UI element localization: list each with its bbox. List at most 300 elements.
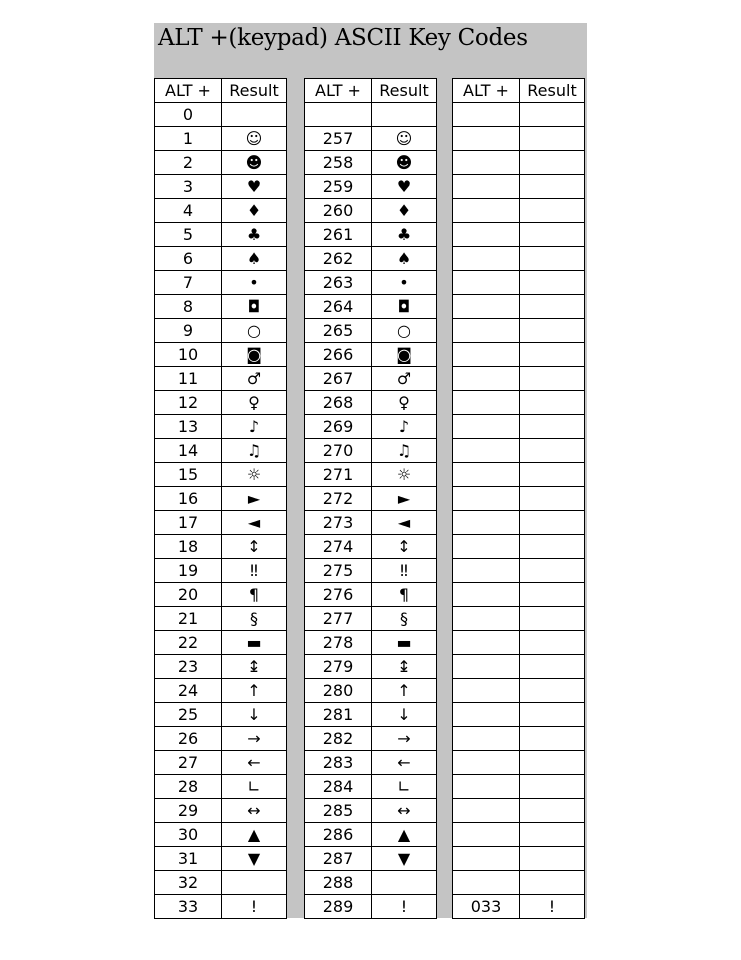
table-row (305, 655, 437, 679)
table-row (305, 175, 437, 199)
result-glyph-cell: ♫ (222, 439, 287, 463)
result-glyph-cell (520, 223, 585, 247)
result-glyph-cell: ♣ (372, 223, 437, 247)
alt-code-cell: 14 (155, 439, 222, 463)
table-row (453, 439, 585, 463)
result-glyph-cell (372, 103, 437, 127)
alt-code-cell: 265 (305, 319, 372, 343)
table-row (453, 775, 585, 799)
table-row (155, 823, 287, 847)
table-row (305, 631, 437, 655)
result-glyph-cell: ♫ (372, 439, 437, 463)
table-row (155, 799, 287, 823)
table-row (305, 295, 437, 319)
alt-code-cell (453, 823, 520, 847)
table-row (155, 631, 287, 655)
table-row (155, 463, 287, 487)
table-row (155, 847, 287, 871)
alt-code-cell: 18 (155, 535, 222, 559)
result-glyph-cell: ♀ (222, 391, 287, 415)
table-row (155, 895, 287, 919)
result-glyph-cell: ♠ (222, 247, 287, 271)
alt-code-cell: 22 (155, 631, 222, 655)
result-glyph-cell: ↑ (372, 679, 437, 703)
result-glyph-cell (520, 607, 585, 631)
result-glyph-cell (520, 439, 585, 463)
alt-code-cell: 257 (305, 127, 372, 151)
alt-code-cell: 283 (305, 751, 372, 775)
result-glyph-cell (520, 463, 585, 487)
alt-code-cell: 20 (155, 583, 222, 607)
table-row (305, 223, 437, 247)
table-row (453, 247, 585, 271)
alt-code-cell: 273 (305, 511, 372, 535)
alt-code-cell: 21 (155, 607, 222, 631)
table-row (305, 535, 437, 559)
table-row (453, 727, 585, 751)
alt-code-cell (453, 271, 520, 295)
result-glyph-cell: ♦ (372, 199, 437, 223)
result-glyph-cell: ↓ (372, 703, 437, 727)
table-row (305, 367, 437, 391)
alt-code-cell: 263 (305, 271, 372, 295)
alt-code-cell (453, 223, 520, 247)
table-row (155, 535, 287, 559)
table-row (453, 199, 585, 223)
result-glyph-cell: ♀ (372, 391, 437, 415)
result-glyph-cell (520, 847, 585, 871)
alt-code-cell (453, 559, 520, 583)
alt-code-cell (453, 871, 520, 895)
result-glyph-cell (520, 727, 585, 751)
alt-code-cell: 33 (155, 895, 222, 919)
alt-code-cell: 32 (155, 871, 222, 895)
alt-code-cell: 23 (155, 655, 222, 679)
result-glyph-cell: ♂ (222, 367, 287, 391)
alt-code-cell: 8 (155, 295, 222, 319)
table-row (305, 559, 437, 583)
result-glyph-cell: ↑ (222, 679, 287, 703)
table-row (155, 655, 287, 679)
alt-code-cell: 1 (155, 127, 222, 151)
alt-code-cell: 0 (155, 103, 222, 127)
alt-code-cell (453, 391, 520, 415)
result-glyph-cell: ☼ (372, 463, 437, 487)
alt-code-cell: 264 (305, 295, 372, 319)
result-glyph-cell (520, 127, 585, 151)
result-glyph-cell: ♥ (372, 175, 437, 199)
alt-code-cell: 2 (155, 151, 222, 175)
alt-code-cell (453, 463, 520, 487)
table-row (305, 775, 437, 799)
alt-code-cell: 033 (453, 895, 520, 919)
alt-code-cell: 6 (155, 247, 222, 271)
alt-code-cell: 286 (305, 823, 372, 847)
table-row (155, 871, 287, 895)
table-row (453, 343, 585, 367)
alt-code-cell: 10 (155, 343, 222, 367)
table-row (453, 271, 585, 295)
alt-code-cell: 268 (305, 391, 372, 415)
result-glyph-cell (520, 511, 585, 535)
alt-code-cell (453, 703, 520, 727)
table-row (305, 703, 437, 727)
table-row (453, 799, 585, 823)
alt-code-cell (453, 415, 520, 439)
table-row (155, 751, 287, 775)
result-glyph-cell: ☺ (372, 127, 437, 151)
result-glyph-cell: ◘ (372, 295, 437, 319)
alt-code-cell: 266 (305, 343, 372, 367)
result-column-header: Result (372, 79, 437, 103)
alt-code-cell: 19 (155, 559, 222, 583)
alt-code-cell: 267 (305, 367, 372, 391)
table-row (305, 871, 437, 895)
result-glyph-cell: ¶ (222, 583, 287, 607)
result-glyph-cell: ◄ (372, 511, 437, 535)
result-glyph-cell: ♪ (372, 415, 437, 439)
result-glyph-cell: ‼ (222, 559, 287, 583)
alt-code-cell: 16 (155, 487, 222, 511)
table-row (305, 127, 437, 151)
result-glyph-cell (520, 631, 585, 655)
result-glyph-cell (520, 535, 585, 559)
alt-code-cell: 9 (155, 319, 222, 343)
alt-code-cell: 260 (305, 199, 372, 223)
alt-code-cell (453, 247, 520, 271)
table-row (155, 199, 287, 223)
alt-code-cell: 25 (155, 703, 222, 727)
table-row (155, 391, 287, 415)
table-row (155, 175, 287, 199)
result-glyph-cell: ▼ (372, 847, 437, 871)
result-glyph-cell: ◙ (372, 343, 437, 367)
alt-code-cell (453, 343, 520, 367)
result-glyph-cell: ♥ (222, 175, 287, 199)
alt-code-cell (453, 439, 520, 463)
alt-code-cell (453, 367, 520, 391)
table-row (155, 127, 287, 151)
table-row (305, 799, 437, 823)
alt-code-cell: 12 (155, 391, 222, 415)
result-glyph-cell (520, 415, 585, 439)
alt-code-cell: 29 (155, 799, 222, 823)
result-glyph-cell: ◄ (222, 511, 287, 535)
table-row (453, 487, 585, 511)
table-row (453, 631, 585, 655)
result-glyph-cell (520, 679, 585, 703)
result-glyph-cell (222, 103, 287, 127)
alt-code-cell: 31 (155, 847, 222, 871)
table-row (453, 895, 585, 919)
table-row (453, 319, 585, 343)
result-glyph-cell: ♣ (222, 223, 287, 247)
result-glyph-cell: → (372, 727, 437, 751)
table-row (453, 655, 585, 679)
table-row (453, 559, 585, 583)
code-table-2 (304, 78, 437, 919)
table-header-row (305, 79, 437, 103)
table-row (305, 391, 437, 415)
alt-code-cell: 258 (305, 151, 372, 175)
alt-code-cell: 261 (305, 223, 372, 247)
table-row (155, 607, 287, 631)
result-glyph-cell (520, 871, 585, 895)
table-row (305, 751, 437, 775)
table-row (155, 319, 287, 343)
table-row (155, 343, 287, 367)
result-glyph-cell (520, 823, 585, 847)
table-row (305, 679, 437, 703)
table-row (453, 703, 585, 727)
table-row (155, 727, 287, 751)
result-glyph-cell: ! (222, 895, 287, 919)
result-glyph-cell: ↔ (222, 799, 287, 823)
table-row (453, 391, 585, 415)
table-row (453, 151, 585, 175)
result-glyph-cell: ♠ (372, 247, 437, 271)
table-row (155, 703, 287, 727)
page-title: ALT +(keypad) ASCII Key Codes (158, 25, 528, 51)
table-row (155, 511, 287, 535)
alt-code-cell (453, 511, 520, 535)
result-glyph-cell: ↨ (372, 655, 437, 679)
result-glyph-cell (520, 655, 585, 679)
alt-column-header: ALT + (305, 79, 372, 103)
alt-code-cell: 3 (155, 175, 222, 199)
code-table-3 (452, 78, 585, 919)
table-row (453, 847, 585, 871)
result-glyph-cell (520, 199, 585, 223)
table-row (453, 103, 585, 127)
result-glyph-cell: ← (222, 751, 287, 775)
table-row (305, 199, 437, 223)
table-row (305, 103, 437, 127)
result-glyph-cell: ¶ (372, 583, 437, 607)
result-glyph-cell: ☻ (372, 151, 437, 175)
alt-code-cell: 30 (155, 823, 222, 847)
alt-code-cell: 276 (305, 583, 372, 607)
table-row (305, 583, 437, 607)
result-glyph-cell (222, 871, 287, 895)
table-row (155, 439, 287, 463)
alt-code-cell (453, 175, 520, 199)
table-header-row (453, 79, 585, 103)
result-glyph-cell: ♂ (372, 367, 437, 391)
alt-code-cell: 279 (305, 655, 372, 679)
result-glyph-cell (520, 391, 585, 415)
alt-code-cell (453, 631, 520, 655)
table-row (155, 247, 287, 271)
code-table-1 (154, 78, 287, 919)
alt-code-cell (453, 535, 520, 559)
result-glyph-cell: ♪ (222, 415, 287, 439)
alt-code-cell (453, 751, 520, 775)
alt-code-cell: 26 (155, 727, 222, 751)
table-row (305, 823, 437, 847)
result-glyph-cell: → (222, 727, 287, 751)
table-row (155, 295, 287, 319)
key-code-sheet (154, 23, 587, 918)
table-header-row (155, 79, 287, 103)
result-glyph-cell: ↨ (222, 655, 287, 679)
alt-code-cell (453, 127, 520, 151)
alt-code-cell: 289 (305, 895, 372, 919)
alt-code-cell (453, 487, 520, 511)
table-row (305, 487, 437, 511)
table-row (155, 151, 287, 175)
result-glyph-cell: ↕ (222, 535, 287, 559)
result-glyph-cell: ▬ (222, 631, 287, 655)
table-row (453, 367, 585, 391)
table-row (453, 463, 585, 487)
alt-code-cell: 281 (305, 703, 372, 727)
result-glyph-cell: ↔ (372, 799, 437, 823)
alt-code-cell (453, 679, 520, 703)
alt-code-cell (453, 799, 520, 823)
alt-code-cell: 7 (155, 271, 222, 295)
result-glyph-cell: ▼ (222, 847, 287, 871)
result-glyph-cell (520, 583, 585, 607)
result-glyph-cell: ∟ (372, 775, 437, 799)
result-column-header: Result (222, 79, 287, 103)
result-column-header: Result (520, 79, 585, 103)
table-row (453, 751, 585, 775)
result-glyph-cell (520, 775, 585, 799)
table-row (453, 823, 585, 847)
alt-column-header: ALT + (155, 79, 222, 103)
table-row (305, 727, 437, 751)
alt-code-cell: 275 (305, 559, 372, 583)
table-row (305, 415, 437, 439)
alt-code-cell (453, 655, 520, 679)
result-glyph-cell: ◘ (222, 295, 287, 319)
alt-code-cell: 15 (155, 463, 222, 487)
alt-code-cell (453, 583, 520, 607)
table-row (155, 367, 287, 391)
table-row (305, 271, 437, 295)
table-row (453, 583, 585, 607)
alt-code-cell: 278 (305, 631, 372, 655)
alt-code-cell: 28 (155, 775, 222, 799)
result-glyph-cell: • (372, 271, 437, 295)
table-row (453, 415, 585, 439)
alt-code-cell: 284 (305, 775, 372, 799)
result-glyph-cell: ◙ (222, 343, 287, 367)
table-row (453, 223, 585, 247)
alt-code-cell (453, 295, 520, 319)
result-glyph-cell: • (222, 271, 287, 295)
result-glyph-cell (520, 751, 585, 775)
result-glyph-cell (520, 151, 585, 175)
table-row (305, 511, 437, 535)
alt-code-cell: 24 (155, 679, 222, 703)
table-row (305, 319, 437, 343)
result-glyph-cell: ∟ (222, 775, 287, 799)
table-row (155, 583, 287, 607)
alt-code-cell: 285 (305, 799, 372, 823)
table-row (453, 127, 585, 151)
result-glyph-cell: ▬ (372, 631, 437, 655)
result-glyph-cell: ♦ (222, 199, 287, 223)
table-row (155, 103, 287, 127)
alt-code-cell: 274 (305, 535, 372, 559)
result-glyph-cell: § (222, 607, 287, 631)
alt-code-cell: 282 (305, 727, 372, 751)
result-glyph-cell: ▲ (222, 823, 287, 847)
alt-code-cell (453, 151, 520, 175)
alt-code-cell (305, 103, 372, 127)
result-glyph-cell (520, 367, 585, 391)
alt-code-cell: 272 (305, 487, 372, 511)
table-row (305, 607, 437, 631)
result-glyph-cell (520, 799, 585, 823)
result-glyph-cell: ↓ (222, 703, 287, 727)
result-glyph-cell: ► (372, 487, 437, 511)
table-row (453, 175, 585, 199)
alt-code-cell (453, 727, 520, 751)
alt-code-cell: 4 (155, 199, 222, 223)
table-row (155, 775, 287, 799)
result-glyph-cell (520, 319, 585, 343)
result-glyph-cell (520, 271, 585, 295)
table-row (453, 871, 585, 895)
table-row (155, 271, 287, 295)
table-row (305, 463, 437, 487)
table-row (155, 223, 287, 247)
alt-code-cell: 259 (305, 175, 372, 199)
table-row (453, 607, 585, 631)
table-row (155, 487, 287, 511)
result-glyph-cell: ! (520, 895, 585, 919)
result-glyph-cell: ↕ (372, 535, 437, 559)
table-row (155, 679, 287, 703)
alt-code-cell: 27 (155, 751, 222, 775)
result-glyph-cell (520, 103, 585, 127)
table-row (305, 847, 437, 871)
table-row (453, 511, 585, 535)
result-glyph-cell (520, 559, 585, 583)
alt-column-header: ALT + (453, 79, 520, 103)
alt-code-cell: 280 (305, 679, 372, 703)
table-row (305, 151, 437, 175)
alt-code-cell (453, 607, 520, 631)
result-glyph-cell: ▲ (372, 823, 437, 847)
result-glyph-cell (372, 871, 437, 895)
result-glyph-cell: ☻ (222, 151, 287, 175)
table-row (305, 895, 437, 919)
alt-code-cell: 288 (305, 871, 372, 895)
table-row (453, 535, 585, 559)
table-row (305, 247, 437, 271)
table-row (305, 439, 437, 463)
result-glyph-cell: ○ (222, 319, 287, 343)
result-glyph-cell: ☺ (222, 127, 287, 151)
alt-code-cell (453, 103, 520, 127)
alt-code-cell: 270 (305, 439, 372, 463)
alt-code-cell: 269 (305, 415, 372, 439)
alt-code-cell (453, 847, 520, 871)
alt-code-cell: 262 (305, 247, 372, 271)
alt-code-cell: 277 (305, 607, 372, 631)
result-glyph-cell: ► (222, 487, 287, 511)
alt-code-cell: 17 (155, 511, 222, 535)
alt-code-cell (453, 319, 520, 343)
table-row (305, 343, 437, 367)
result-glyph-cell: § (372, 607, 437, 631)
result-glyph-cell (520, 703, 585, 727)
alt-code-cell (453, 775, 520, 799)
